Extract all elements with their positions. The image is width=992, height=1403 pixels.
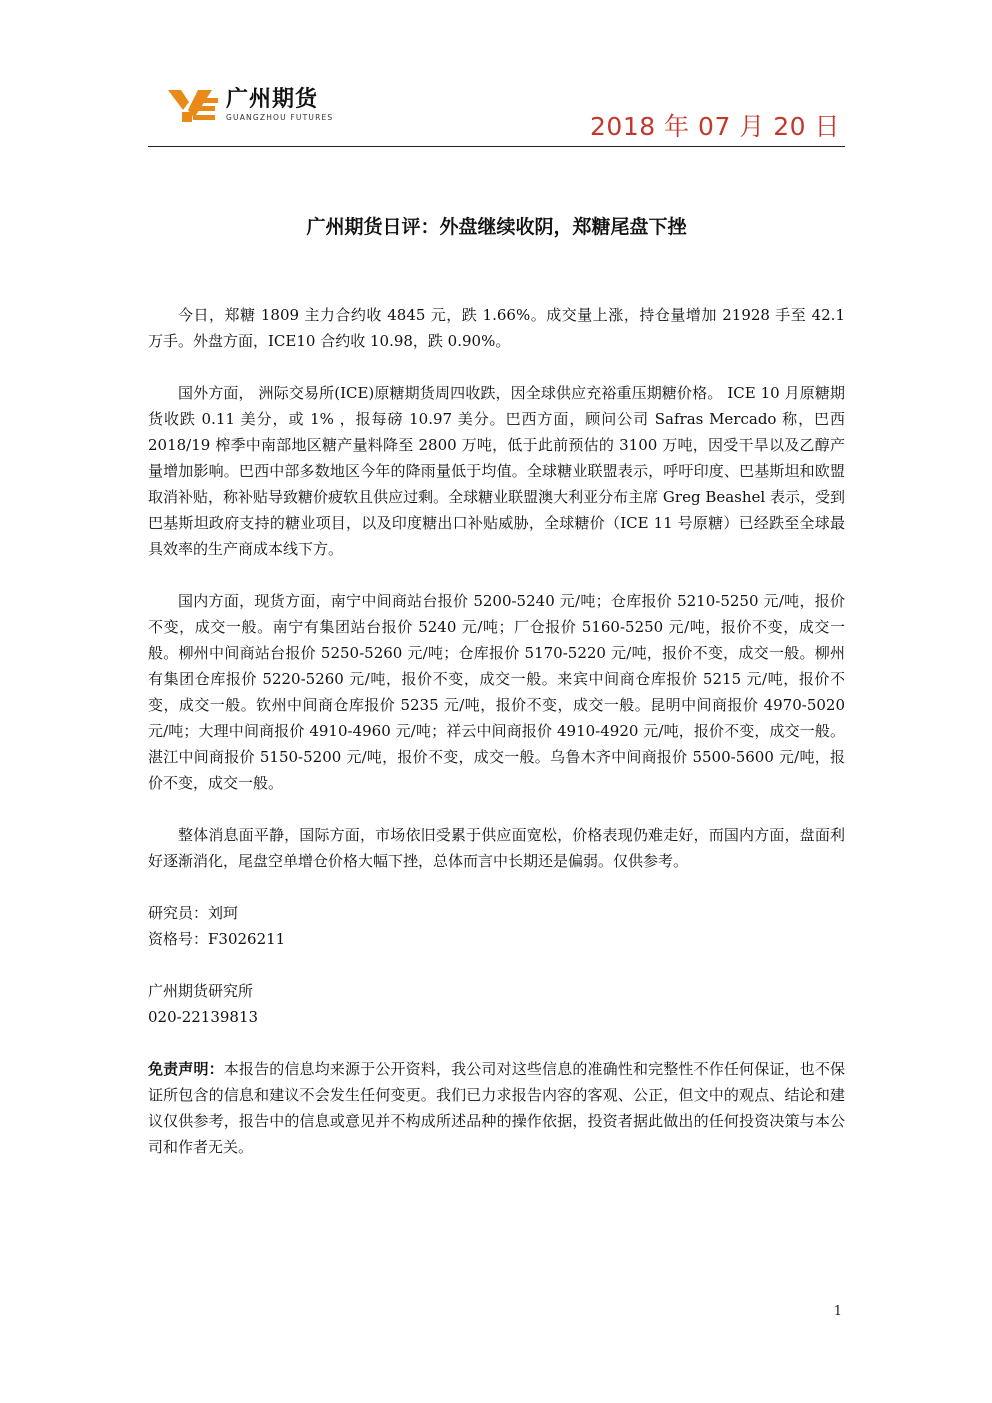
institute-phone: 020-22139813: [148, 1008, 259, 1026]
logo-name-cn: 广州期货: [226, 87, 319, 112]
page-number: 1: [833, 1304, 842, 1319]
disclaimer: [148, 1056, 845, 1160]
header-divider: [148, 146, 845, 147]
paragraph-market-summary: 今日，郑糖 1809 主力合约收 4845 元，跌 1.66%。成交量上涨，持仓量增加 21928 手至 42.1 万手。外盘方面，ICE10 合约收 10.98，跌 0.90%。: [148, 306, 845, 350]
paragraph-outlook: 整体消息面平静，国际方面，市场依旧受累于供应面宽松，价格表现仍难走好，而国内方面，盘面利好逐渐消化，尾盘空单增仓价格大幅下挫，总体而言中长期还是偏弱。仅供参考。: [148, 826, 845, 870]
paragraph-domestic-spot: 国内方面，现货方面，南宁中间商站台报价 5200-5240 元/吨；仓库报价 5210-5250 元/吨，报价不变，成交一般。南宁有集团站台报价 5240 元/吨；厂仓报价 5160-5250 元/吨，报价不变，成交一般。柳州中间商站台报价 5250-5260 元/吨；仓库报价 5170-5220 元/吨，报价不变，成交一般。柳州有集团仓库报价 5220-5260 元/吨，报价不变，成交一般。来宾中间商仓库报价 5215 元/吨，报价不变，成交一般。钦州中间商仓库报价 5235 元/吨，报价不变，成交一般。昆明中间商报价 4970-5020 元/吨；大理中间商报价 4910-4960 元/吨；祥云中间商报价 4910-4920 元/吨，报价不变，成交一般。湛江中间商报价 5150-5200 元/吨，报价不变，成交一般。乌鲁木齐中间商报价 5500-5600 元/吨，报价不变，成交一般。: [148, 592, 845, 792]
institute-name: 广州期货研究所: [148, 982, 254, 1000]
report-title: 广州期货日评：外盘继续收阴，郑糖尾盘下挫: [306, 216, 687, 238]
paragraph-international: 国外方面， 洲际交易所(ICE)原糖期货周四收跌，因全球供应充裕重压期糖价格。 ICE 10 月原糖期货收跌 0.11 美分，或 1% ，报每磅 10.97 美分。巴西方面，顾问公司 Safras Mercado 称，巴西 2018/19 榨季中南部地区糖产量料降至 2800 万吨，低于此前预估的 3100 万吨，因受干旱以及乙醇产量增加影响。巴西中部多数地区今年的降雨量低于均值。全球糖业联盟表示，呼吁印度、巴基斯坦和欧盟取消补贴，称补贴导致糖价疲软且供应过剩。全球糖业联盟澳大利亚分布主席 Greg Beashel 表示，受到巴基斯坦政府支持的糖业项目，以及印度糖出口补贴威胁，全球糖价（ICE 11 号原糖）已经跌至全球最具效率的生产商成本线下方。: [148, 384, 845, 558]
report-body: [148, 302, 845, 1160]
researcher-name: 研究员：刘珂: [148, 904, 239, 922]
report-date: 2018 年 07 月 20 日: [590, 112, 840, 141]
researcher-license: 资格号：F3026211: [148, 930, 286, 948]
guangzhou-futures-logo-icon: [168, 88, 220, 124]
disclaimer-text: 本报告的信息均来源于公开资料，我公司对这些信息的准确性和完整性不作任何保证，也不保证所包含的信息和建议不会发生任何变更。我们已力求报告内容的客观、公正，但文中的观点、结论和建议仅供参考，报告中的信息或意见并不构成所述品种的操作依据，投资者据此做出的任何投资决策与本公司和作者无关。: [148, 1060, 845, 1156]
logo-name-en: GUANGZHOU FUTURES: [226, 113, 334, 122]
disclaimer-heading: 免责声明：: [148, 1060, 224, 1078]
company-logo: [168, 86, 358, 126]
